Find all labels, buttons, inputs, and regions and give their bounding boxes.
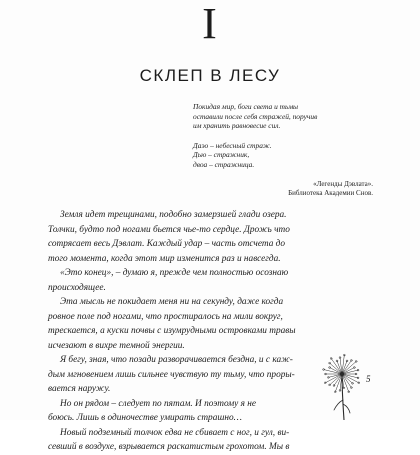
epigraph-source-line: «Легенды Дэвлата». <box>313 179 373 188</box>
body-line: дым мгновением лишь сильнее чувствую ту тьму, что проры- <box>48 369 295 380</box>
body-line: Я бегу, зная, что позади разворачивается бездна, и с каж- <box>60 355 293 365</box>
body-line: исчезают в вихре темной энергии. <box>48 340 185 351</box>
body-line: Новый подземный толчок едва не сбивает с ног, и гул, ви- <box>60 427 290 438</box>
epigraph-verse-line: Даэо – небесный страж. <box>193 140 272 150</box>
dandelion-icon <box>312 352 372 420</box>
body-line: «Это конец», – думаю я, прежде чем полностью осознаю <box>60 268 289 278</box>
body-line: Толчки, будто под ногами бьется чье-то сердце. Дрожь что <box>48 224 290 235</box>
epigraph-line: оставили после себя стражей, поручив <box>193 111 318 121</box>
body-line: ровное поле под ногами, что простиралось на мили вокруг, <box>48 311 283 322</box>
body-line: севший в воздухе, взрывается раскатистым грохотом. Мы в <box>48 442 290 452</box>
body-line: происходящее. <box>48 282 106 293</box>
body-line: того момента, когда этот мир изменится раз и навсегда. <box>48 253 281 264</box>
epigraph-source-line: Библиотека Академии Снов. <box>288 188 373 197</box>
body-line: Земля идет трещинами, подобно замерзшей глади озера. <box>60 210 287 220</box>
epigraph-prose <box>193 102 373 131</box>
body-line: Но он рядом – следует по пятам. И поэтому я не <box>60 398 257 409</box>
chapter-number: I <box>202 0 218 48</box>
epigraph-source <box>193 180 373 198</box>
epigraph <box>193 102 373 198</box>
body-line: боюсь. Лишь в одиночестве умирать страшно… <box>48 413 242 423</box>
body-line: Эта мысль не покидает меня ни на секунду, даже когда <box>60 297 284 307</box>
chapter-title: СКЛЕП В ЛЕСУ <box>139 66 281 85</box>
body-line: трескается, а куски почвы с изумрудными островками травы <box>48 326 296 336</box>
epigraph-line: Покидая мир, боги света и тьмы <box>193 102 299 111</box>
epigraph-line: им хранить равновесие сил. <box>193 121 281 131</box>
epigraph-verse <box>193 141 373 170</box>
body-line: сотрясает весь Дэвлат. Каждый удар – часть отсчета до <box>48 239 286 249</box>
epigraph-verse-line: двоа – стражница. <box>193 159 255 169</box>
epigraph-verse-line: Дью – стражник, <box>193 150 250 160</box>
body-line: вается наружу. <box>48 384 111 394</box>
page-number: 5 <box>366 374 371 384</box>
